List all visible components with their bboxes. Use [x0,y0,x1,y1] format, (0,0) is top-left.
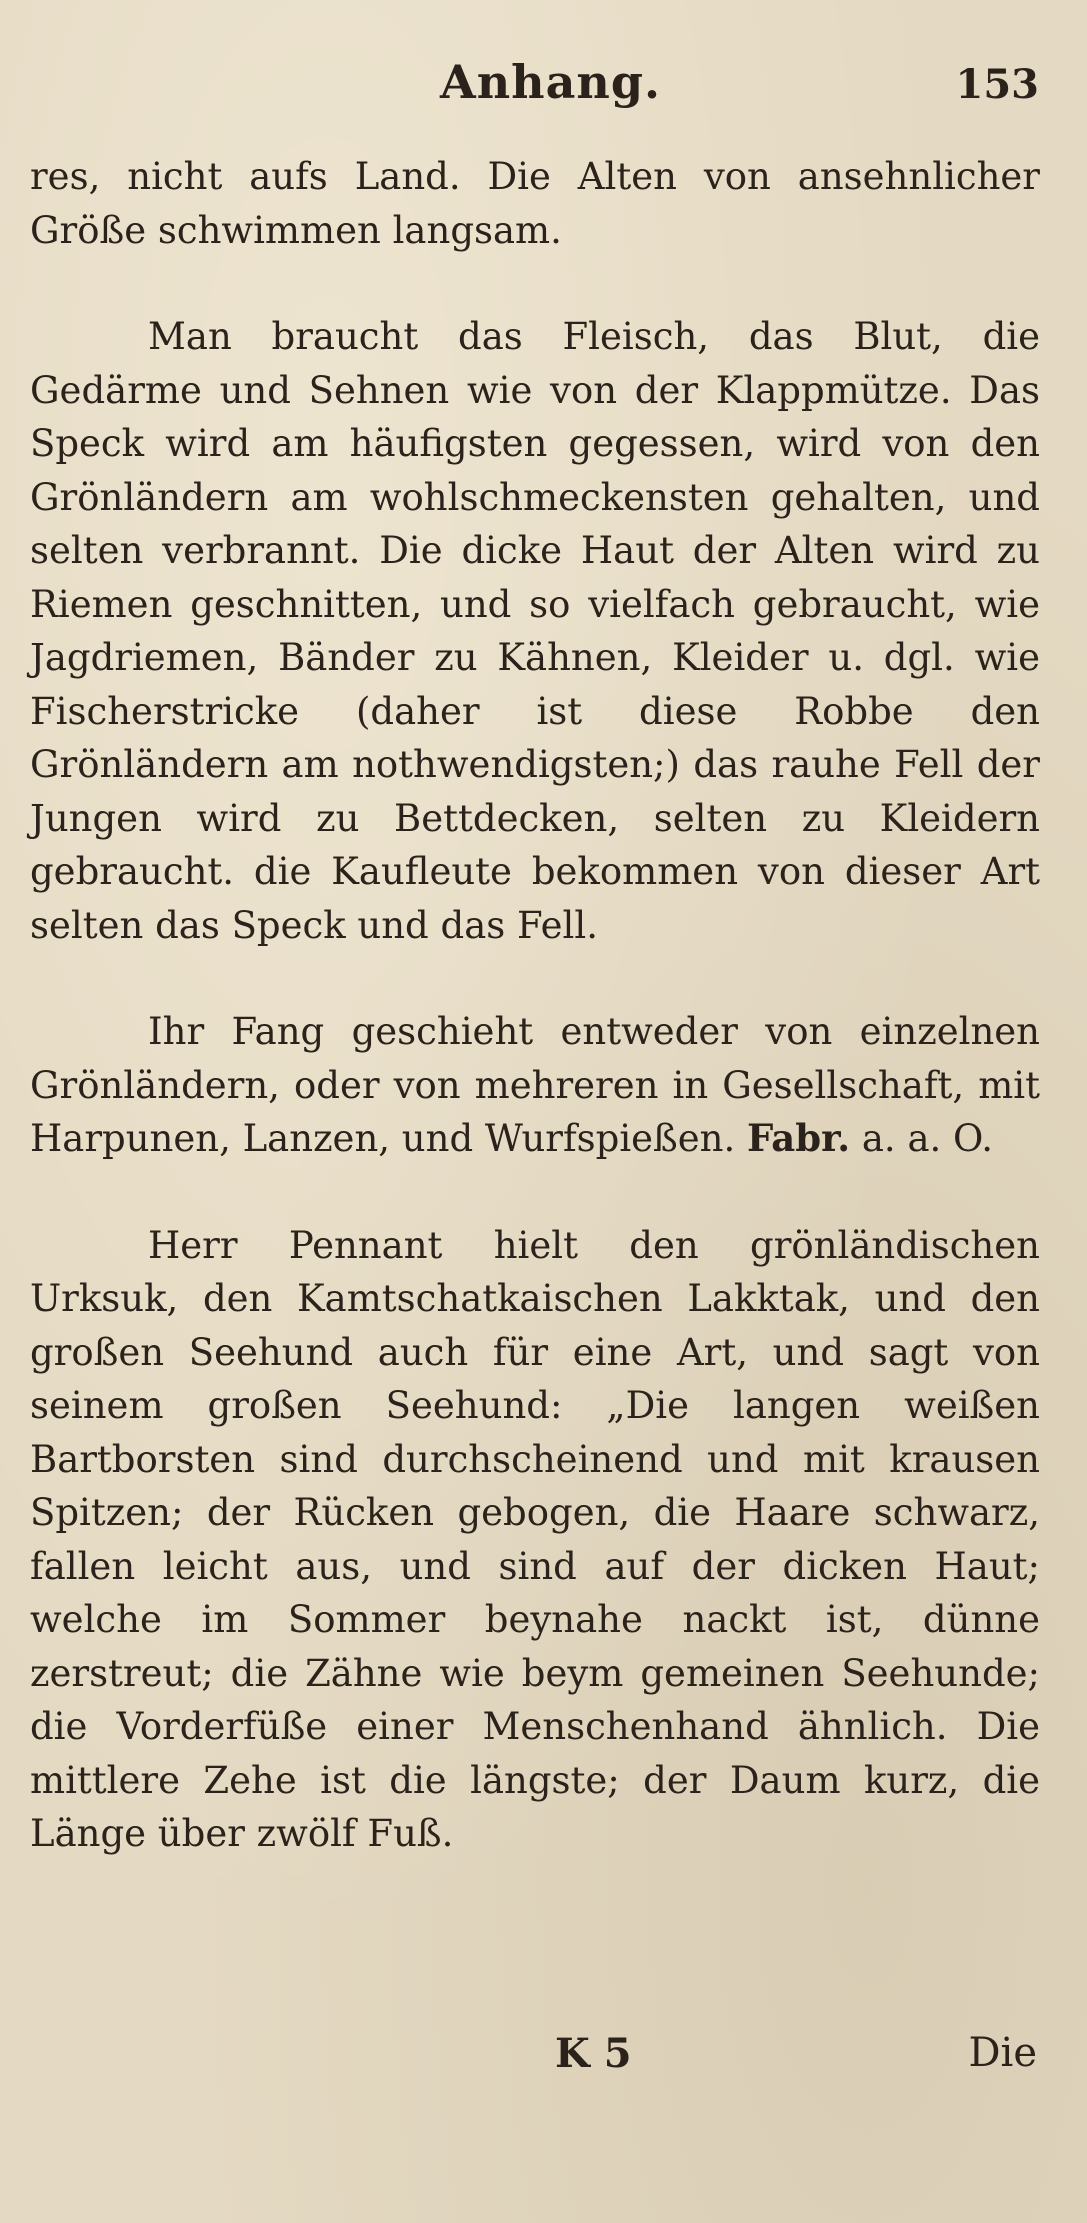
paragraph-4: Herr Pennant hielt den grönländischen Urksuk, den Kamtschatkaischen Lakktak, und den großen Seehund auch für eine Art, und sagt von seinem großen Seehund: „Die langen weißen Bartborsten sind durchscheinend und mit krausen Spitzen; der Rücken gebogen, die Haare schwarz, fallen leicht aus, und sind auf der dicken Haut; welche im Sommer beynahe nackt ist, dünne zerstreut; die Zähne wie beym gemeinen Seehunde; die Vorderfüße einer Menschenhand ähnlich. Die mittlere Zehe ist die längste; der Daum kurz, die Länge über zwölf Fuß. [30,1223,1040,1855]
signature-mark: K 5 [555,2030,632,2077]
catchword: Die [968,2030,1037,2076]
page-footer [0,2030,1087,2090]
paragraph-gap [30,952,1040,1005]
citation-author: Fabr. [747,1116,851,1160]
paragraph-gap [30,1166,1040,1219]
paragraph-2: Man braucht das Fleisch, das Blut, die Gedärme und Sehnen wie von der Klappmütze. Das Speck wird am häufigsten gegessen, wird von den Grönländern am wohlschmeckensten gehalten, und selten verbrannt. Die dicke Haut der Alten wird zu Riemen geschnitten, und so vielfach gebraucht, wie Jagdriemen, Bänder zu Kähnen, Kleider u. dgl. wie Fischerstricke (daher ist diese Robbe den Grönländern am nothwendigsten;) das rauhe Fell der Jungen wird zu Bettdecken, selten zu Kleidern gebraucht. die Kaufleute bekommen von dieser Art selten das Speck und das Fell. [30,315,1040,947]
running-title: Anhang. [440,55,662,109]
paragraph-gap [30,257,1040,310]
page-number: 153 [955,61,1039,108]
running-head [0,55,1087,125]
body-text [30,150,1040,1861]
paragraph-3 [30,1005,1040,1166]
citation-reference: a. a. O. [861,1117,993,1160]
paragraph-3-text: Ihr Fang geschieht entweder von einzelnen Grönländern, oder von mehreren in Gesellschaft, mit Harpunen, Lanzen, und Wurfspießen. [30,1010,1040,1160]
paragraph-1: res, nicht aufs Land. Die Alten von ansehnlicher Größe schwimmen langsam. [30,155,1040,252]
